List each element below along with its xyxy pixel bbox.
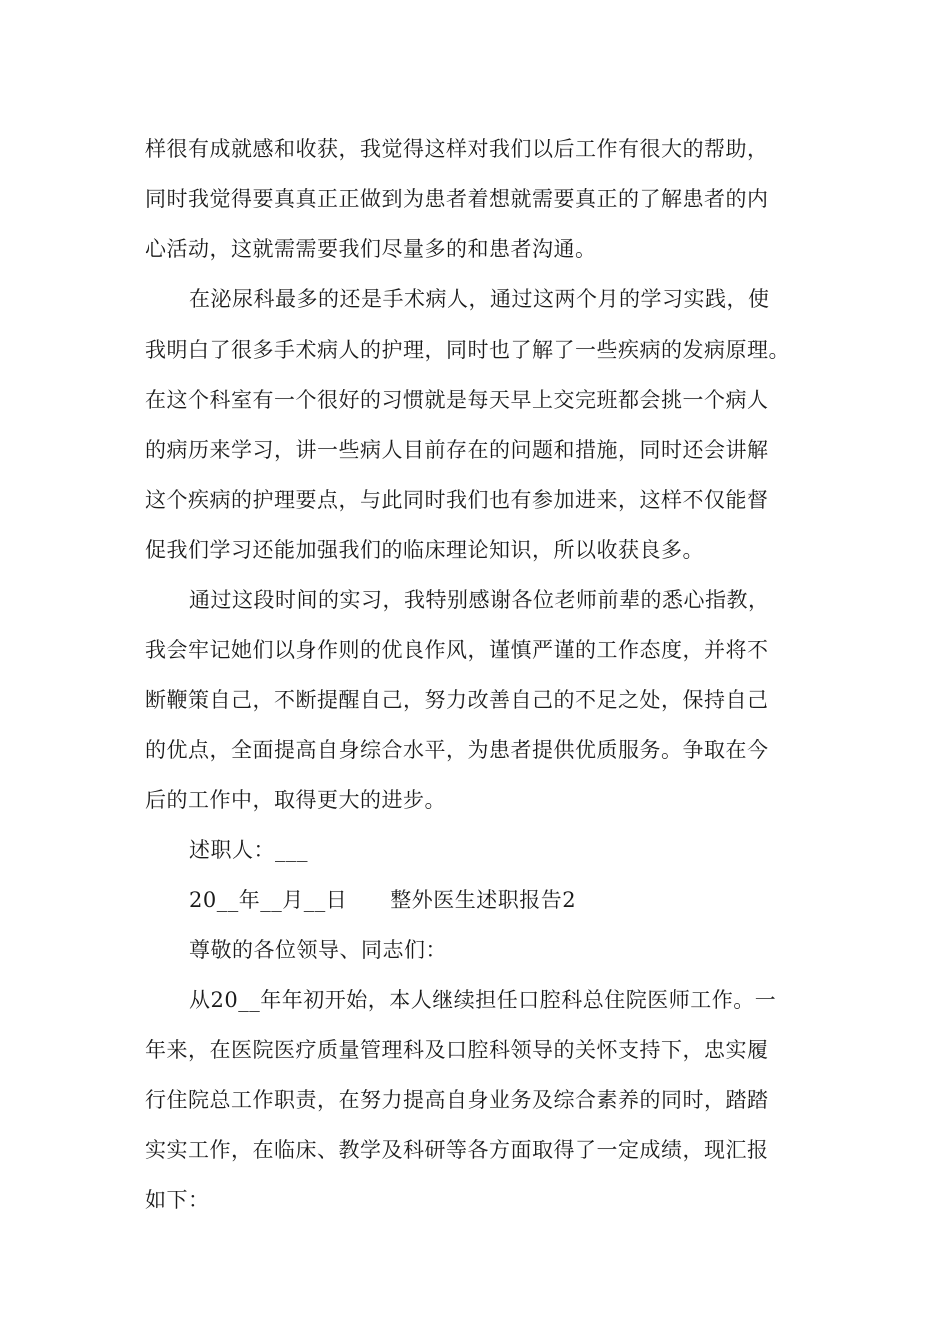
text-line: 心活动，这就需需要我们尽量多的和患者沟通。 <box>145 237 597 261</box>
text-line: 我明白了很多手术病人的护理，同时也了解了一些疾病的发病原理。 <box>145 338 790 362</box>
paragraph-start-line: 通过这段时间的实习，我特别感谢各位老师前辈的悉心指教， <box>189 588 770 612</box>
text-line: 促我们学习还能加强我们的临床理论知识，所以收获良多。 <box>145 538 704 562</box>
date-and-title-line: 20__年__月__日 整外医生述职报告2 <box>189 888 577 912</box>
paragraph-start-line: 从20__年年初开始，本人继续担任口腔科总住院医师工作。一 <box>189 988 777 1012</box>
text-line: 行住院总工作职责，在努力提高自身业务及综合素养的同时，踏踏 <box>145 1088 769 1112</box>
text-line: 如下： <box>145 1188 210 1212</box>
text-line: 的病历来学习，讲一些病人目前存在的问题和措施，同时还会讲解 <box>145 438 769 462</box>
text-line: 样很有成就感和收获，我觉得这样对我们以后工作有很大的帮助， <box>145 137 769 161</box>
text-line: 实实工作，在临床、教学及科研等各方面取得了一定成绩，现汇报 <box>145 1138 769 1162</box>
salutation-line: 尊敬的各位领导、同志们： <box>189 938 447 962</box>
text-line: 这个疾病的护理要点，与此同时我们也有参加进来，这样不仅能督 <box>145 488 769 512</box>
text-line: 后的工作中，取得更大的进步。 <box>145 788 446 812</box>
text-line: 同时我觉得要真真正正做到为患者着想就需要真正的了解患者的内 <box>145 187 769 211</box>
signature-line: 述职人：___ <box>189 838 308 862</box>
text-line: 在这个科室有一个很好的习惯就是每天早上交完班都会挑一个病人 <box>145 388 769 412</box>
text-line: 年来，在医院医疗质量管理科及口腔科领导的关怀支持下，忠实履 <box>145 1038 769 1062</box>
text-line: 我会牢记她们以身作则的优良作风，谨慎严谨的工作态度，并将不 <box>145 638 769 662</box>
paragraph-start-line: 在泌尿科最多的还是手术病人，通过这两个月的学习实践，使 <box>189 287 770 311</box>
text-line: 的优点，全面提高自身综合水平，为患者提供优质服务。争取在今 <box>145 738 769 762</box>
text-line: 断鞭策自己，不断提醒自己，努力改善自己的不足之处，保持自己 <box>145 688 769 712</box>
